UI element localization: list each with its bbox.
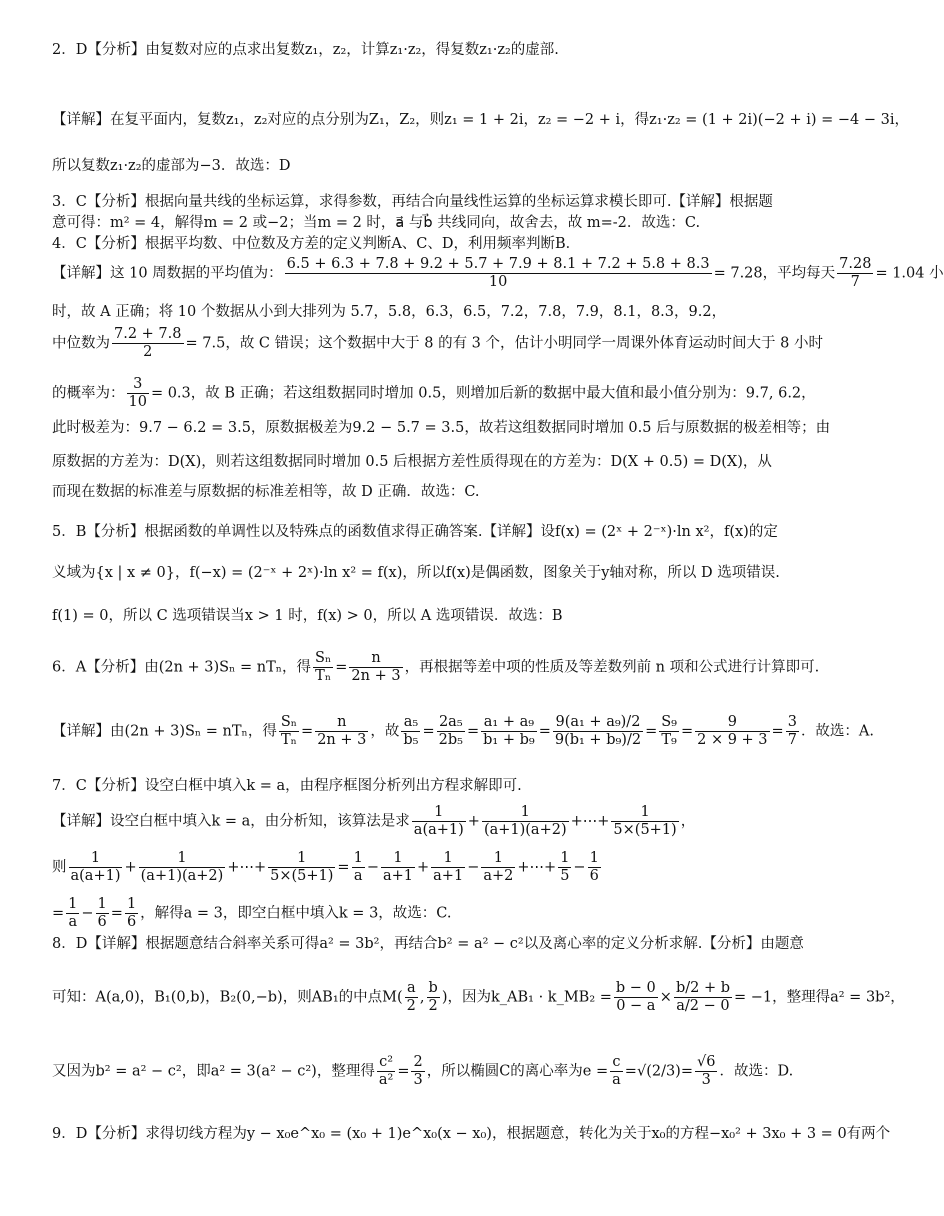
q8-line-2: 可知：A(a,0)，B₁(0,b)，B₂(0,−b)，则AB₁的中点M( $\frac{a}{2}$ , $\frac{b}{2}$ )，因为k_AB₁ · k_MB₂ = $\frac{b - 0}{0 - a}$ × $\frac{b/2 + b}{a/2 - 0}$ = −1，整理得a² = 3b²， <box>52 980 905 1014</box>
q6-detail-f3: $\frac{\text{a₅}}{\text{b₅}}$ <box>403 714 419 748</box>
q7-telescoping: 则 $\frac{1}{a(a+1)}$ + $\frac{1}{(a+1)(a+2)}$ +⋯+ $\frac{1}{5\times(5+1)}$ = $\frac{1}{a}$ − $\frac{1}{a+1}$ + $\frac{1}{a+1}$ − $\frac{1}{a+2}$ +⋯+ $\frac{1}{5}$ − $\frac{1}{6}$ <box>52 850 599 884</box>
q7-result: = $\frac{1}{a}$ − $\frac{1}{6}$ = $\frac{1}{6}$ ，解得a = 3，即空白框中填入k = 3，故选：C. <box>52 896 452 930</box>
q7-term-1: $\frac{1}{a(a+1)}$ <box>413 804 464 838</box>
q8-line-1: 8．D【详解】根据题意结合斜率关系可得a² = 3b²，再结合b² = a² − c²以及离心率的定义分析求解.【分析】由题意 <box>52 936 804 952</box>
q4-median-line: 中位数为 $\frac{7.2 + 7.8}{2}$ = 7.5，故 C 错误；这个数据中大于 8 的有 3 个，估计小明同学一周课外体育运动时间大于 8 小时 <box>52 326 823 360</box>
q8-ratio: $\frac{\text{c²}}{\text{a²}}$ <box>378 1054 394 1088</box>
q6-detail-f6: $\frac{\text{9(a₁ + a₉)/2}}{\text{9(b₁ + b₉)/2}}$ <box>554 714 642 748</box>
q8-e-frac: $\frac{c}{a}$ <box>612 1054 621 1088</box>
q7-term-n: $\frac{1}{5\times(5+1)}$ <box>613 804 677 838</box>
q6-detail-f1: $\frac{\text{Sₙ}}{\text{Tₙ}}$ <box>280 714 298 748</box>
q6-ratio-fraction: $\frac{\text{Sₙ}}{\text{Tₙ}}$ <box>315 650 332 684</box>
probability-fraction: $\frac{3}{10}$ <box>128 376 147 410</box>
mean-fraction: $\frac{6.5 + 6.3 + 7.8 + 9.2 + 5.7 + 7.9 + 8.1 + 7.2 + 5.8 + 8.3}{10}$ <box>286 256 710 290</box>
q2-conclusion: 所以复数z₁·z₂的虚部为−3．故选：D <box>52 158 291 174</box>
q8-line-3: 又因为b² = a² − c²，即a² = 3(a² − c²)，整理得 $\frac{\text{c²}}{\text{a²}}$ = $\frac{2}{3}$ ，所以椭圆C的离心率为e = $\frac{c}{a}$ =√(2/3)= $\frac{√6}{3}$ ．故选：D. <box>52 1054 794 1088</box>
q5-line-2: 义域为{x | x ≠ 0}，f(−x) = (2⁻ˣ + 2ˣ)·ln x² = f(x)，所以f(x)是偶函数，图象关于y轴对称，所以 D 选项错误. <box>52 565 780 581</box>
q7-analysis: 7．C【分析】设空白框中填入k = a，由程序框图分析列出方程求解即可. <box>52 778 522 794</box>
q4-variance-line: 原数据的方差为：D(X)，则若这组数据同时增加 0.5 后根据方差性质得现在的方差为：D(X + 0.5) = D(X)，从 <box>52 454 772 470</box>
q7-tel-4: $\frac{1}{a}$ <box>353 850 363 884</box>
q8-e-result: $\frac{√6}{3}$ <box>697 1054 716 1088</box>
q6-ratio-rhs: $\frac{n}{2n + 3}$ <box>351 650 401 684</box>
q3-line-2: 意可得：m² = 4，解得m = 2 或−2；当m = 2 时，a⃗ 与b⃗ 共线同向，故舍去，故 m=-2．故选：C. <box>52 215 701 231</box>
q6-detail-f2: $\frac{n}{2n + 3}$ <box>317 714 367 748</box>
q7-tel-2: $\frac{1}{(a+1)(a+2)}$ <box>140 850 224 884</box>
q9-line-1: 9．D【分析】求得切线方程为y − x₀e^x₀ = (x₀ + 1)e^x₀(x − x₀)，根据题意，转化为关于x₀的方程−x₀² + 3x₀ + 3 = 0有两个 <box>52 1126 891 1142</box>
q7-res-2: $\frac{1}{6}$ <box>97 896 107 930</box>
q8-k1: $\frac{b - 0}{0 - a}$ <box>615 980 656 1014</box>
q7-detail: 【详解】设空白框中填入k = a，由分析知，该算法是求 $\frac{1}{a(a+1)}$ + $\frac{1}{(a+1)(a+2)}$ +⋯+ $\frac{1}{5\times(5+1)}$ ， <box>52 804 696 838</box>
q6-detail-f7: $\frac{\text{S₉}}{\text{T₉}}$ <box>661 714 677 748</box>
median-fraction: $\frac{7.2 + 7.8}{2}$ <box>114 326 182 360</box>
q7-term-2: $\frac{1}{(a+1)(a+2)}$ <box>483 804 567 838</box>
q7-tel-8: $\frac{1}{5}$ <box>560 850 570 884</box>
q2-analysis: 2．D【分析】由复数对应的点求出复数z₁，z₂，计算z₁·z₂，得复数z₁·z₂的虚部. <box>52 42 559 58</box>
q6-analysis: 6．A【分析】由(2n + 3)Sₙ = nTₙ，得 $\frac{\text{Sₙ}}{\text{Tₙ}}$ = $\frac{n}{2n + 3}$ ，再根据等差中项的性质及等差数列前 n 项和公式进行计算即可. <box>52 650 820 684</box>
q2-detail: 【详解】在复平面内，复数z₁，z₂对应的点分别为Z₁，Z₂，则z₁ = 1 + 2i，z₂ = −2 + i，得z₁·z₂ = (1 + 2i)(−2 + i) = −4 − 3i， <box>52 112 909 128</box>
q7-res-3: $\frac{1}{6}$ <box>126 896 137 930</box>
q7-tel-5: $\frac{1}{a+1}$ <box>382 850 413 884</box>
q6-detail-f4: $\frac{\text{2a₅}}{\text{2b₅}}$ <box>438 714 463 748</box>
q7-tel-7: $\frac{1}{a+2}$ <box>483 850 514 884</box>
q8-ratio-val: $\frac{2}{3}$ <box>413 1054 423 1088</box>
q4-range-line: 此时极差为：9.7 − 6.2 = 3.5，原数据极差为9.2 − 5.7 = 3.5，故若这组数据同时增加 0.5 后与原数据的极差相等；由 <box>52 420 831 436</box>
q5-line-3: f(1) = 0，所以 C 选项错误当x > 1 时，f(x) > 0，所以 A 选项错误．故选：B <box>52 608 563 624</box>
q6-detail-f5: $\frac{\text{a₁ + a₉}}{\text{b₁ + b₉}}$ <box>483 714 535 748</box>
q7-res-1: $\frac{1}{a}$ <box>68 896 78 930</box>
q6-detail: 【详解】由(2n + 3)Sₙ = nTₙ，得 $\frac{\text{Sₙ}}{\text{Tₙ}}$ = $\frac{n}{2n + 3}$ ，故 $\frac{\text{a₅}}{\text{b₅}}$ = $\frac{\text{2a₅}}{\text{2b₅}}$ = $\frac{\text{a₁ + a₉}}{\text{b₁ + b₉}}$ = $\frac{\text{9(a₁ + a₉)/2}}{\text{9(b₁ + b₉)/2}}$ = $\frac{\text{S₉}}{\text{T₉}}$ = $\frac{9}{2 \times 9 + 3}$ = $\frac{3}{7}$ ．故选：A. <box>52 714 875 748</box>
q8-mx: $\frac{a}{2}$ <box>406 980 416 1014</box>
q7-tel-9: $\frac{1}{6}$ <box>589 850 599 884</box>
q6-detail-f8: $\frac{9}{2 \times 9 + 3}$ <box>697 714 768 748</box>
q5-line-1: 5．B【分析】根据函数的单调性以及特殊点的函数值求得正确答案.【详解】设f(x) = (2ˣ + 2⁻ˣ)·ln x²，f(x)的定 <box>52 524 778 540</box>
q7-tel-1: $\frac{1}{a(a+1)}$ <box>70 850 121 884</box>
q3-line-1: 3．C【分析】根据向量共线的坐标运算，求得参数，再结合向量线性运算的坐标运算求模长即可.【详解】根据题 <box>52 194 773 210</box>
q6-detail-f9: $\frac{3}{7}$ <box>787 714 797 748</box>
q7-tel-3: $\frac{1}{5\times(5+1)}$ <box>270 850 334 884</box>
q8-k2: $\frac{b/2 + b}{a/2 - 0}$ <box>675 980 730 1014</box>
q4-mean-line: 【详解】这 10 周数据的平均值为： $\frac{6.5 + 6.3 + 7.8 + 9.2 + 5.7 + 7.9 + 8.1 + 7.2 + 5.8 + 8.3}{10}$ = 7.28，平均每天 $\frac{7.28}{7}$ = 1.04 小 <box>52 256 944 290</box>
q4-sorted-data: 时，故 A 正确；将 10 个数据从小到大排列为 5.7，5.8，6.3，6.5，7.2，7.8，7.9，8.1，8.3，9.2， <box>52 304 727 320</box>
q7-tel-6: $\frac{1}{a+1}$ <box>433 850 464 884</box>
q4-conclusion: 而现在数据的标准差与原数据的标准差相等，故 D 正确．故选：C. <box>52 484 480 500</box>
q4-probability-line: 的概率为： $\frac{3}{10}$ = 0.3，故 B 正确；若这组数据同时增加 0.5，则增加后新的数据中最大值和最小值分别为：9.7, 6.2， <box>52 376 816 410</box>
q4-analysis: 4．C【分析】根据平均数、中位数及方差的定义判断A、C、D，利用频率判断B． <box>52 236 581 252</box>
q8-my: $\frac{b}{2}$ <box>428 980 438 1014</box>
daily-fraction: $\frac{7.28}{7}$ <box>839 256 872 290</box>
